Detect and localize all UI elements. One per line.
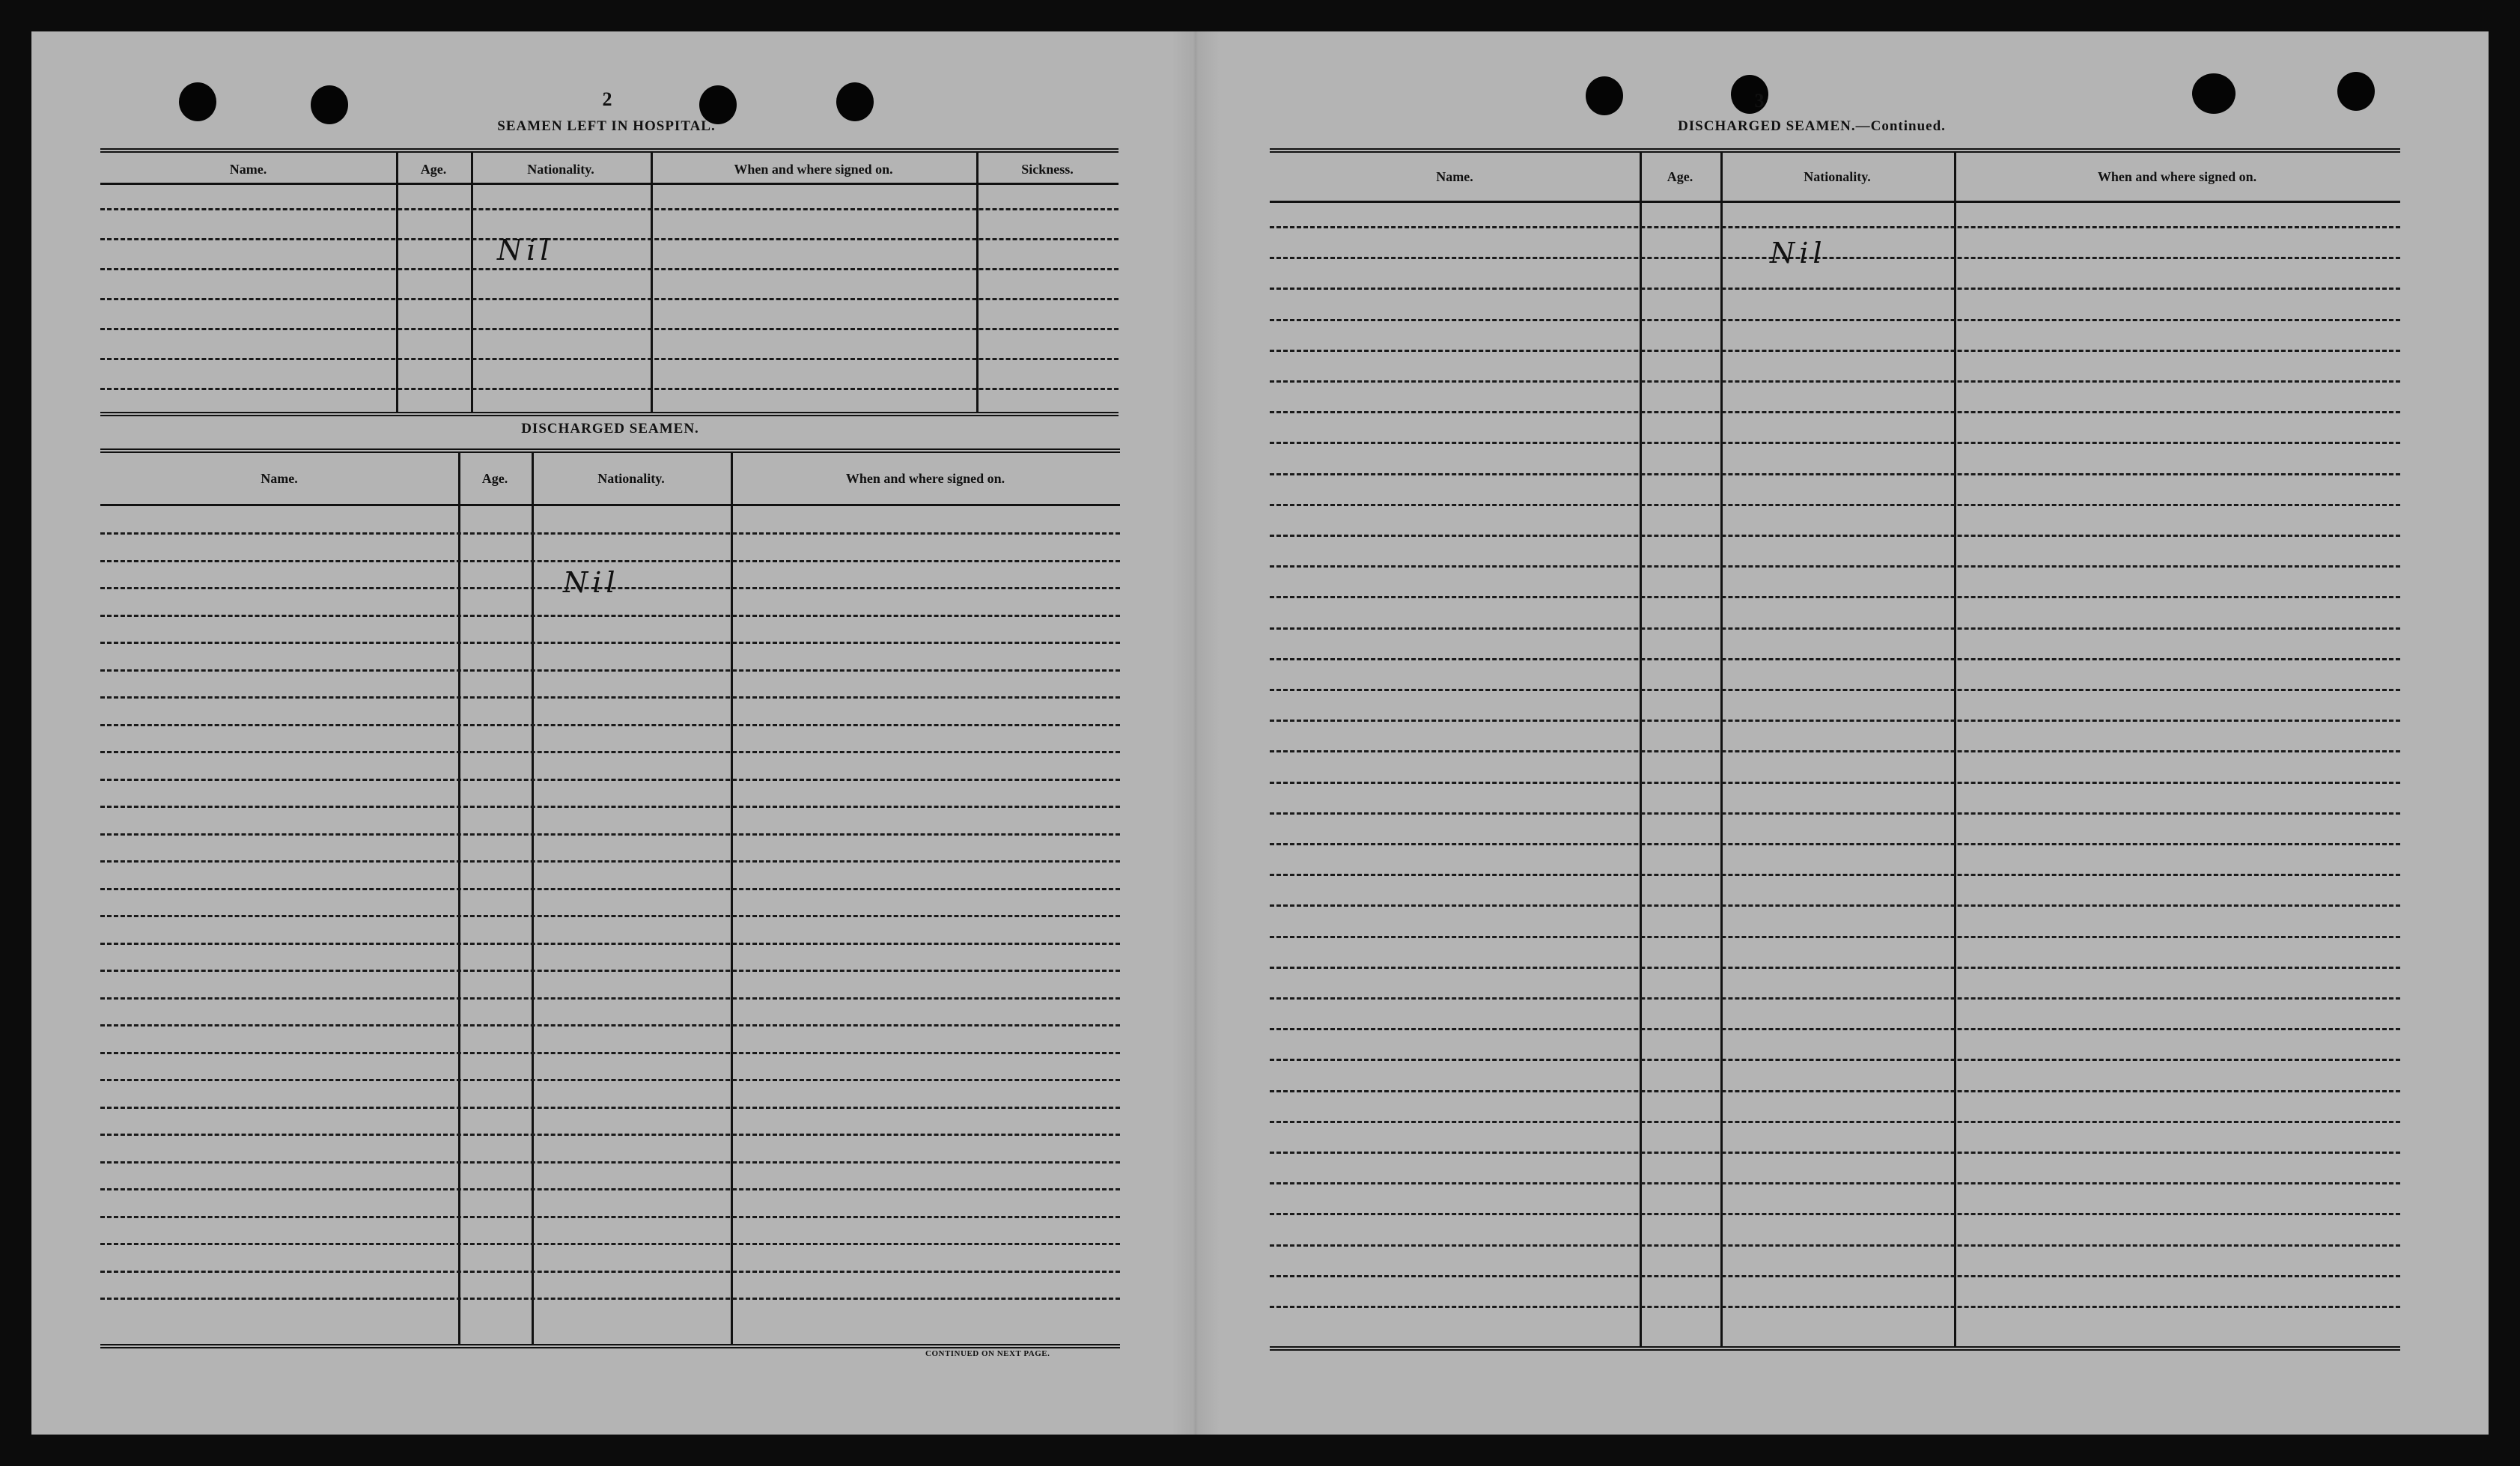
col-header-signed-on: When and where signed on. [845,471,1005,486]
col-header-sickness: Sickness. [1021,162,1074,177]
handwritten-entry: Nil [563,566,620,599]
ledger-row [100,532,1120,535]
discharged-continued-header [1270,153,2400,203]
ledger-row [1270,288,2400,290]
col-header-name: Name. [1436,169,1473,184]
ledger-row [100,1216,1120,1218]
ledger-row [100,1271,1120,1273]
ledger-row [100,560,1120,562]
ledger-row [1270,689,2400,691]
col-header-age: Age. [481,471,508,486]
ledger-row [100,669,1120,672]
ledger-row [100,1052,1120,1054]
col-header-name: Name. [229,162,267,177]
ledger-row [100,388,1119,390]
ledger-row [100,1243,1120,1245]
ledger-row [100,1134,1120,1136]
ledger-row [100,615,1120,617]
ledger-row [1270,442,2400,444]
ledger-row [100,888,1120,890]
ledger-row [100,806,1120,808]
page-number-right: 3 [1754,90,1765,112]
column-divider [1720,153,1723,1346]
ledger-row [1270,380,2400,383]
ledger-row [100,358,1119,360]
ledger-row [100,751,1120,753]
ledger-row [100,860,1120,863]
ledger-row [100,997,1120,1000]
hospital-ledger-header [100,153,1119,185]
ledger-row [100,328,1119,330]
page-number-left: 2 [602,88,612,110]
col-header-age: Age. [1667,169,1693,184]
ledger-row [100,208,1119,210]
ledger-row [1270,750,2400,752]
ledger-row [1270,874,2400,876]
hospital-section-title: SEAMEN LEFT IN HOSPITAL. [497,118,716,134]
discharged-ledger-right [1270,148,2400,1351]
continued-note: CONTINUED ON NEXT PAGE. [925,1349,1050,1358]
column-divider [1954,153,1956,1346]
punch-hole [179,82,216,121]
ledger-row [1270,967,2400,969]
col-header-signed-on: When and where signed on. [734,162,893,177]
ledger-row [100,1188,1120,1190]
ledger-row [1270,565,2400,568]
punch-hole [1586,76,1623,115]
ledger-row [1270,1275,2400,1277]
column-divider [651,153,653,412]
ledger-row [100,696,1120,699]
ledger-row [100,724,1120,726]
ledger-row [1270,720,2400,722]
discharged-section-title: DISCHARGED SEAMEN. [521,421,699,437]
ledger-row [1270,535,2400,537]
col-header-age: Age. [420,162,447,177]
ledger-row [1270,936,2400,938]
discharged-continued-title: DISCHARGED SEAMEN.—Continued. [1678,118,1946,134]
ledger-row [100,642,1120,644]
punch-hole [311,85,348,124]
ledger-row [1270,226,2400,228]
column-divider [976,153,979,412]
ledger-row [100,268,1119,270]
col-header-signed-on: When and where signed on. [2097,169,2257,184]
punch-hole [836,82,874,121]
column-divider [396,153,398,412]
ledger-row [1270,257,2400,259]
punch-hole [2192,73,2236,114]
ledger-row [1270,1213,2400,1215]
ledger-row [100,298,1119,300]
ledger-row [100,943,1120,945]
col-header-nationality: Nationality. [597,471,665,486]
ledger-row [1270,782,2400,784]
discharged-ledger-header [100,453,1120,506]
ledger-row [1270,812,2400,815]
col-header-name: Name. [261,471,298,486]
ledger-row [1270,411,2400,413]
ledger-row [1270,658,2400,660]
ledger-row [100,1107,1120,1109]
ledger-row [1270,1244,2400,1247]
column-divider [471,153,473,412]
hospital-ledger [100,148,1119,416]
ledger-row [1270,904,2400,907]
ledger-row [100,238,1119,240]
ledger-row [1270,1152,2400,1154]
ledger-row [100,779,1120,781]
page-fold [1172,31,1220,1435]
col-header-nationality: Nationality. [527,162,594,177]
ledger-row [1270,1059,2400,1061]
punch-hole [2337,72,2375,111]
handwritten-entry: Nil [497,234,554,267]
ledger-row [100,1024,1120,1026]
ledger-row [1270,1306,2400,1308]
ledger-row [100,1161,1120,1164]
ledger-row [1270,843,2400,845]
ledger-row [100,1079,1120,1081]
ledger-row [100,970,1120,972]
ledger-row [100,833,1120,836]
column-divider [1640,153,1642,1346]
ledger-row [1270,627,2400,630]
ledger-row [1270,1182,2400,1184]
ledger-row [1270,350,2400,352]
ledger-row [1270,1090,2400,1092]
ledger-row [1270,1028,2400,1030]
ledger-row [1270,596,2400,598]
ledger-row [1270,319,2400,321]
ledger-row [100,915,1120,917]
ledger-row [1270,1121,2400,1123]
ledger-row [1270,997,2400,1000]
ledger-row [1270,504,2400,506]
col-header-nationality: Nationality. [1804,169,1871,184]
handwritten-entry: Nil [1770,237,1827,270]
ledger-row [100,1298,1120,1300]
ledger-row [1270,473,2400,475]
